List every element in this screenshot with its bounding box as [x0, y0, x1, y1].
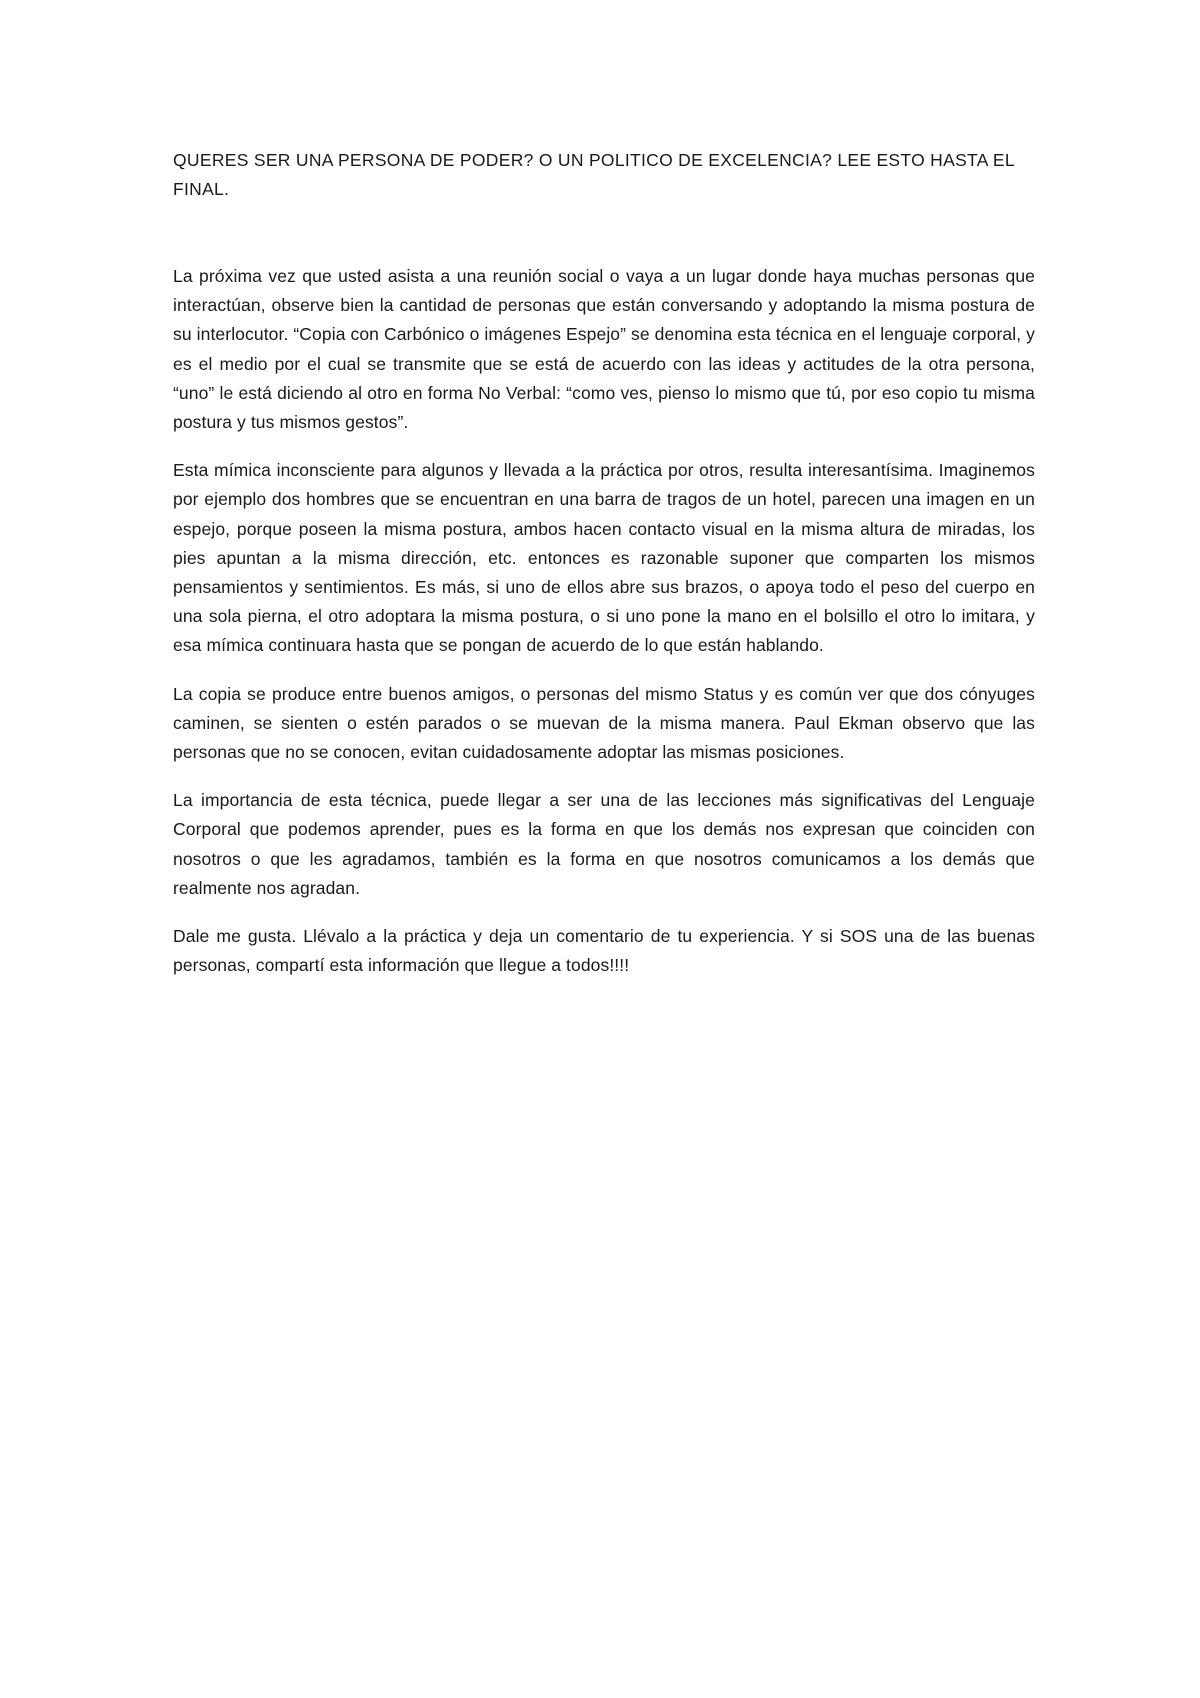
- paragraph-1: La próxima vez que usted asista a una reunión social o vaya a un lugar donde haya muchas personas que interactúan, observe bien la cantidad de personas que están conversando y adoptando la misma postura de su interlocutor. “Copia con Carbónico o imágenes Espejo” se denomina esta técnica en el lenguaje corporal, y es el medio por el cual se transmite que se está de acuerdo con las ideas y actitudes de la otra persona, “uno” le está diciendo al otro en forma No Verbal: “como ves, pienso lo mismo que tú, por eso copio tu misma postura y tus mismos gestos”.: [173, 266, 1035, 433]
- paragraph-4: La importancia de esta técnica, puede llegar a ser una de las lecciones más significativas del Lenguaje Corporal que podemos aprender, pues es la forma en que los demás nos expresan que coinciden con nosotros o que les agradamos, también es la forma en que nosotros comunicamos a los demás que realmente nos agradan.: [173, 790, 1035, 898]
- paragraph-2: Esta mímica inconsciente para algunos y llevada a la práctica por otros, resulta interesantísima. Imaginemos por ejemplo dos hombres que se encuentran en una barra de tragos de un hotel, parecen una imagen en un espejo, porque poseen la misma postura, ambos hacen contacto visual en la misma altura de miradas, los pies apuntan a la misma dirección, etc. entonces es razonable suponer que comparten los mismos pensamientos y sentimientos. Es más, si uno de ellos abre sus brazos, o apoya todo el peso del cuerpo en una sola pierna, el otro adoptara la misma postura, o si uno pone la mano en el bolsillo el otro lo imitara, y esa mímica continuara hasta que se pongan de acuerdo de lo que están hablando.: [173, 460, 1035, 656]
- document-title: QUERES SER UNA PERSONA DE PODER? O UN POLITICO DE EXCELENCIA? LEE ESTO HASTA EL FINAL.: [173, 150, 1015, 199]
- document-body: [173, 146, 1035, 999]
- paragraph-3: La copia se produce entre buenos amigos, o personas del mismo Status y es común ver que dos cónyuges caminen, se sienten o estén parados o se muevan de la misma manera. Paul Ekman observo que las personas que no se conocen, evitan cuidadosamente adoptar las mismas posiciones.: [173, 683, 1035, 763]
- paragraph-5: Dale me gusta. Llévalo a la práctica y deja un comentario de tu experiencia. Y si SOS una de las buenas personas, compartí esta información que llegue a todos!!!!: [173, 926, 1035, 976]
